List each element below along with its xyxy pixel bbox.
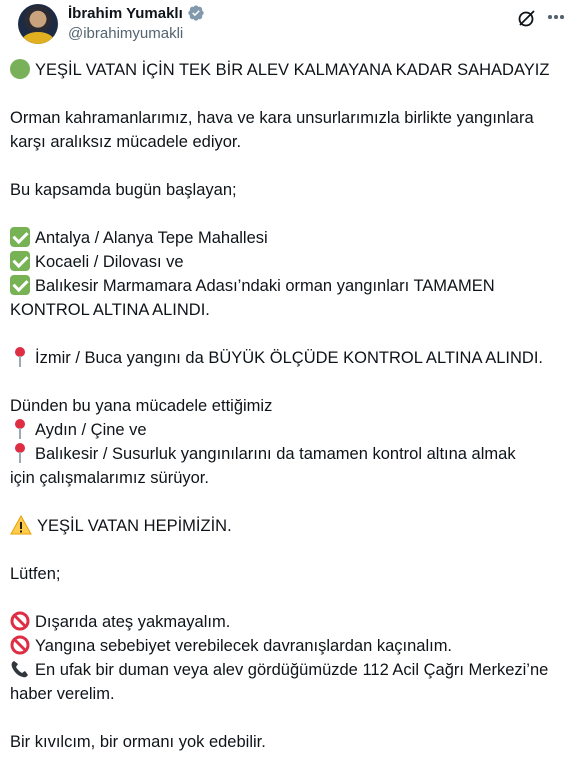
prohibited-icon — [10, 635, 30, 655]
text-line: Antalya / Alanya Tepe Mahallesi — [10, 226, 570, 250]
prohibited-icon — [10, 611, 30, 631]
text-line: YEŞİL VATAN İÇİN TEK BİR ALEV KALMAYANA KADAR SAHADAYIZ — [10, 58, 570, 82]
text-line: Yangına sebebiyet verebilecek davranışlardan kaçınalım. — [10, 634, 570, 658]
tweet-header — [10, 0, 577, 56]
check-mark-icon — [10, 251, 30, 271]
text-line: YEŞİL VATAN HEPİMİZİN. — [10, 514, 570, 538]
green-circle-icon — [10, 59, 30, 79]
text-line: Balıkesir Marmamara Adası’ndaki orman yangınları TAMAMEN — [10, 274, 570, 298]
text-line: Aydın / Çine ve — [10, 418, 570, 442]
text-line: İzmir / Buca yangını da BÜYÜK ÖLÇÜDE KONTROL ALTINA ALINDI. — [10, 346, 570, 370]
grok-icon[interactable] — [517, 8, 537, 28]
verified-badge-icon — [187, 4, 205, 22]
avatar[interactable] — [18, 4, 58, 44]
warning-icon — [10, 515, 32, 535]
more-options-icon[interactable] — [545, 6, 567, 28]
text-line: Dışarıda ateş yakmayalım. — [10, 610, 570, 634]
text-line: karşı aralıksız mücadele ediyor. — [10, 133, 242, 151]
pushpin-icon — [13, 419, 27, 439]
text-line: Dünden bu yana mücadele ettiğimiz — [10, 397, 273, 415]
tweet-text — [10, 58, 570, 754]
telephone-receiver-icon — [10, 659, 30, 679]
text-line: En ufak bir duman veya alev gördüğümüzde 112 Acil Çağrı Merkezi’ne — [10, 658, 570, 682]
text-line: Bir kıvılcım, bir ormanı yok edebilir. — [10, 733, 266, 751]
text-line: Kocaeli / Dilovası ve — [10, 250, 570, 274]
author-name-row — [68, 4, 205, 22]
check-mark-icon — [10, 275, 30, 295]
pushpin-icon — [13, 347, 27, 367]
text-line: KONTROL ALTINA ALINDI. — [10, 301, 210, 319]
text-line: için çalışmalarımız sürüyor. — [10, 469, 209, 487]
user-handle[interactable]: @ibrahimyumakli — [68, 25, 184, 42]
text-line: Lütfen; — [10, 565, 61, 583]
text-line: haber verelim. — [10, 685, 115, 703]
check-mark-icon — [10, 227, 30, 247]
display-name[interactable]: İbrahim Yumaklı — [68, 4, 183, 22]
text-line: Orman kahramanlarımız, hava ve kara unsurlarımızla birlikte yangınlara — [10, 109, 534, 127]
text-line: Bu kapsamda bugün başlayan; — [10, 181, 237, 199]
text-line: Balıkesir / Susurluk yangınılarını da tamamen kontrol altına almak — [10, 442, 570, 466]
pushpin-icon — [13, 443, 27, 463]
